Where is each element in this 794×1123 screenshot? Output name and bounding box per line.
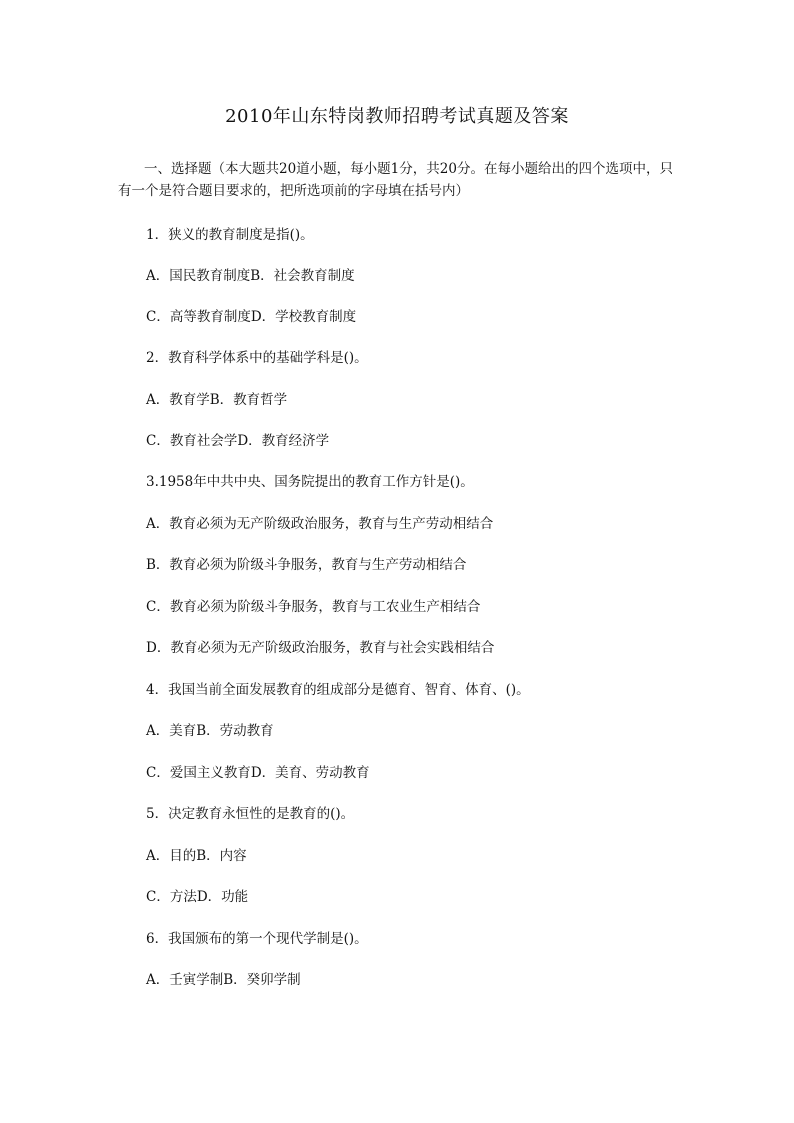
question-3-option-c: C．教育必须为阶级斗争服务，教育与工农业生产相结合: [146, 599, 481, 615]
question-1: 1．狭义的教育制度是指()。: [146, 227, 314, 243]
question-3-option-d: D．教育必须为无产阶级政治服务，教育与社会实践相结合: [146, 640, 495, 656]
question-1-options-ab: A．国民教育制度B．社会教育制度: [146, 268, 355, 284]
question-4-options-cd: C．爱国主义教育D．美育、劳动教育: [146, 765, 370, 781]
question-3-option-b: B．教育必须为阶级斗争服务，教育与生产劳动相结合: [146, 557, 467, 573]
question-4-options-ab: A．美育B．劳动教育: [146, 723, 274, 739]
question-6: 6．我国颁布的第一个现代学制是()。: [146, 931, 368, 947]
question-2-options-ab: A．教育学B．教育哲学: [146, 392, 288, 408]
question-6-options-ab: A．壬寅学制B．癸卯学制: [146, 972, 301, 988]
question-1-options-cd: C．高等教育制度D．学校教育制度: [146, 309, 357, 325]
question-2: 2．教育科学体系中的基础学科是()。: [146, 350, 368, 366]
question-3-option-a: A．教育必须为无产阶级政治服务，教育与生产劳动相结合: [146, 516, 494, 532]
document-title: 2010年山东特岗教师招聘考试真题及答案: [225, 106, 569, 127]
question-5-options-cd: C．方法D．功能: [146, 889, 249, 905]
question-5-options-ab: A．目的B．内容: [146, 848, 247, 864]
question-2-options-cd: C．教育社会学D．教育经济学: [146, 433, 330, 449]
question-5: 5．决定教育永恒性的是教育的()。: [146, 806, 355, 822]
question-4: 4．我国当前全面发展教育的组成部分是德育、智育、体育、()。: [146, 682, 530, 698]
question-3: 3.1958年中共中央、国务院提出的教育工作方针是()。: [146, 474, 474, 490]
section-intro: 一、选择题（本大题共20道小题，每小题1分，共20分。在每小题给出的四个选项中，只有一个是符合题目要求的，把所选项前的字母填在括号内）: [118, 161, 673, 199]
